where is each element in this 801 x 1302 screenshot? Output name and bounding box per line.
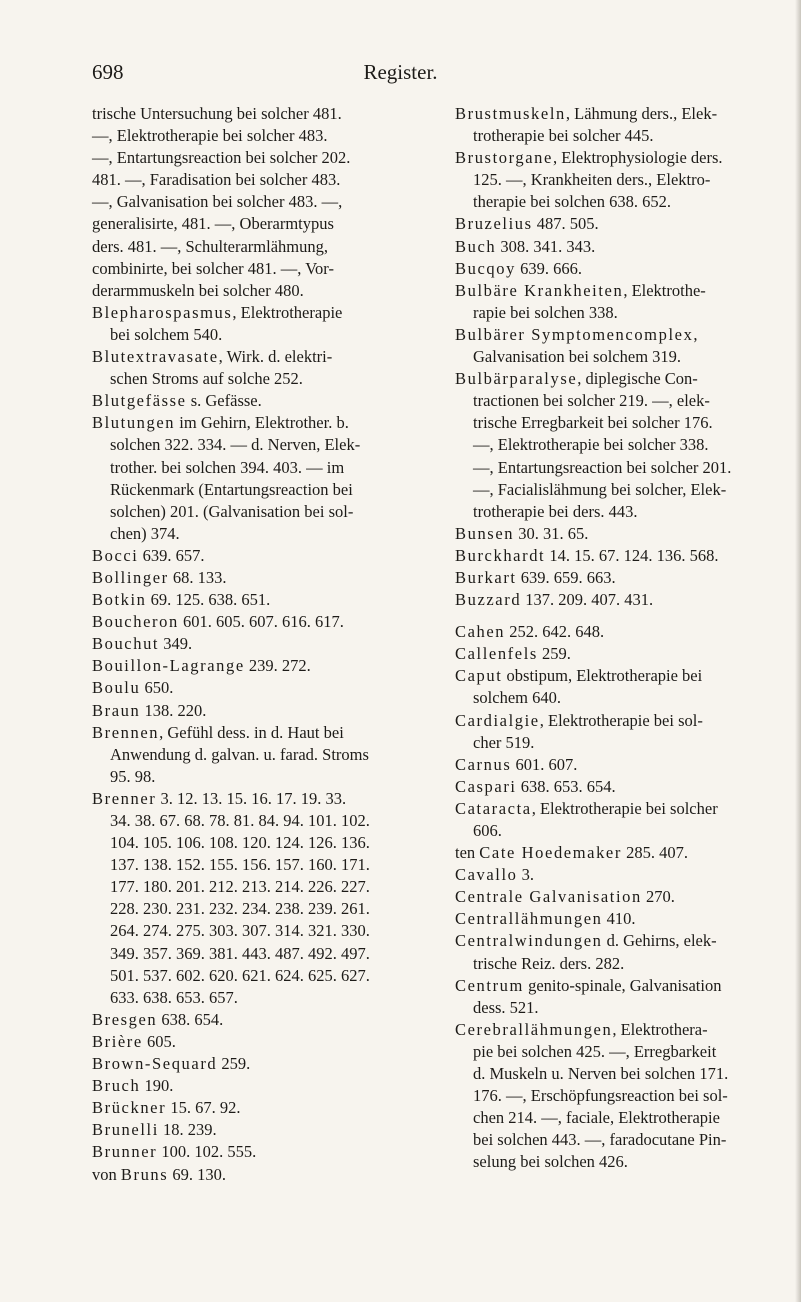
entry-text: , Wirk. d. elektri- <box>218 347 333 367</box>
index-column-left <box>92 103 435 1186</box>
index-entry-continuation <box>455 457 799 479</box>
entry-text: , Lähmung ders., Elek- <box>565 104 718 123</box>
entry-text: , Gefühl dess. in d. Haut bei <box>159 722 344 742</box>
index-column-right <box>455 103 799 1174</box>
entry-headword: Botkin <box>92 590 147 610</box>
index-entry <box>92 677 435 699</box>
index-entry <box>455 710 799 732</box>
entry-headword: Bucqoy <box>455 258 516 278</box>
entry-text: 68. 133. <box>168 567 227 587</box>
index-entry <box>455 324 799 346</box>
entry-text: —, Elektrotherapie bei solcher 483. <box>92 126 328 146</box>
entry-text: trotherapie bei solcher 445. <box>473 126 654 146</box>
index-entry <box>455 213 799 235</box>
entry-text: cher 519. <box>473 732 535 752</box>
index-entry-continuation <box>455 1085 799 1107</box>
entry-headword: Centrallähmungen <box>455 909 603 929</box>
index-entry <box>92 1097 435 1119</box>
entry-headword: Cardialgie <box>455 710 540 730</box>
index-entry <box>92 1009 435 1031</box>
entry-text: , Elektrotherapie bei sol- <box>539 710 703 730</box>
entry-text: , Elektrothera- <box>612 1019 708 1039</box>
entry-headword: Cahen <box>455 622 506 642</box>
index-entry <box>455 523 799 545</box>
entry-text: therapie bei solchen 638. 652. <box>473 192 671 212</box>
index-entry-continuation <box>92 898 435 920</box>
entry-text: trische Reiz. ders. 282. <box>473 953 625 973</box>
entry-headword: Brunner <box>92 1142 158 1162</box>
entry-text: bei solchem 540. <box>110 324 223 344</box>
entry-text: tractionen bei solcher 219. —, elek- <box>473 391 710 411</box>
entry-text: —, Facialislähmung bei solcher, Elek- <box>473 479 727 499</box>
index-entry-continuation <box>455 1129 799 1151</box>
index-entry-continuation <box>455 820 799 842</box>
index-entry <box>455 864 799 886</box>
index-entry <box>92 611 435 633</box>
index-entry <box>455 236 799 258</box>
entry-headword: Bresgen <box>92 1009 158 1029</box>
index-entry <box>455 908 799 930</box>
index-entry <box>92 1075 435 1097</box>
index-entry-continuation <box>455 1107 799 1129</box>
running-title: Register. <box>363 60 438 84</box>
index-entry <box>455 368 799 390</box>
entry-headword: Brown-Sequard <box>92 1054 218 1074</box>
entry-headword: Bulbärparalyse <box>455 369 578 389</box>
entry-text: 349. 357. 369. 381. 443. 487. 492. 497. <box>110 943 370 963</box>
entry-headword: Brückner <box>92 1098 167 1118</box>
index-entry-continuation <box>455 390 799 412</box>
entry-text: trische Erregbarkeit bei solcher 176. <box>473 413 713 433</box>
entry-headword: Blepharospasmus <box>92 302 233 322</box>
index-entry-continuation <box>455 191 799 213</box>
entry-headword: Bouillon-Lagrange <box>92 656 245 676</box>
entry-text: 69. 130. <box>168 1164 227 1184</box>
index-entry <box>92 213 435 235</box>
entry-headword: Blutgefässe <box>92 391 187 411</box>
entry-text: , Elektrotherapie bei solcher <box>531 798 718 818</box>
entry-text: pie bei solchen 425. —, Erregbarkeit <box>473 1041 717 1061</box>
entry-headword: Bocci <box>92 545 139 565</box>
entry-text: 125. —, Krankheiten ders., Elektro- <box>473 170 711 190</box>
entry-text: —, Entartungsreaction bei solcher 201. <box>473 457 732 477</box>
index-entry <box>455 886 799 908</box>
entry-text: 176. —, Erschöpfungsreaction bei sol- <box>473 1086 728 1106</box>
index-entry <box>455 567 799 589</box>
index-entry <box>455 621 799 643</box>
index-entry-continuation <box>455 434 799 456</box>
entry-text: 264. 274. 275. 303. 307. 314. 321. 330. <box>110 921 370 941</box>
entry-text: 639. 666. <box>515 258 582 278</box>
entry-text: d. Muskeln u. Nerven bei solchen 171. <box>473 1064 729 1084</box>
index-entry <box>455 754 799 776</box>
index-entry <box>455 1019 799 1041</box>
entry-text: Rückenmark (Entartungsreaction bei <box>110 479 353 499</box>
index-entry <box>92 302 435 324</box>
entry-text: 601. 605. 607. 616. 617. <box>178 612 344 632</box>
entry-text: von <box>92 1164 121 1184</box>
index-entry-continuation <box>92 368 435 390</box>
entry-text: 18. 239. <box>158 1120 217 1140</box>
entry-text: solchem 640. <box>473 688 561 708</box>
index-entry <box>92 125 435 147</box>
index-entry <box>92 280 435 302</box>
entry-text: —, Entartungsreaction bei solcher 202. <box>92 148 351 168</box>
entry-text: schen Stroms auf solche 252. <box>110 369 303 389</box>
index-entry <box>92 589 435 611</box>
entry-text: 137. 209. 407. 431. <box>521 590 654 610</box>
entry-text: 34. 38. 67. 68. 78. 81. 84. 94. 101. 102. <box>110 811 370 830</box>
entry-text: s. Gefässe. <box>186 391 262 411</box>
entry-text: solchen 322. 334. — d. Nerven, Elek- <box>110 435 361 455</box>
index-entry-continuation <box>455 501 799 523</box>
entry-text: 104. 105. 106. 108. 120. 124. 126. 136. <box>110 833 370 853</box>
entry-text: 285. 407. <box>621 843 688 863</box>
entry-headword: Cavallo <box>455 865 518 885</box>
entry-text: generalisirte, 481. —, Oberarmtypus <box>92 214 334 234</box>
index-entry-continuation <box>455 953 799 975</box>
entry-headword: Braun <box>92 700 141 720</box>
index-entry-continuation <box>455 412 799 434</box>
index-entry <box>92 545 435 567</box>
entry-text: 639. 657. <box>138 545 205 565</box>
entry-text: 349. <box>159 634 193 654</box>
index-entry-continuation <box>92 920 435 942</box>
index-entry <box>92 412 435 434</box>
index-entry-continuation <box>455 687 799 709</box>
entry-headword: Boulu <box>92 678 141 698</box>
entry-text: combinirte, bei solcher 481. —, Vor- <box>92 258 334 278</box>
entry-text: 601. 607. <box>511 754 578 774</box>
entry-headword: Brenner <box>92 788 157 808</box>
index-entry-continuation <box>92 434 435 456</box>
index-entry <box>455 798 799 820</box>
index-entry <box>455 103 799 125</box>
entry-headword: Burkart <box>455 567 517 587</box>
entry-headword: Boucheron <box>92 612 179 632</box>
entry-text: 410. <box>602 909 636 929</box>
index-entry-continuation <box>455 479 799 501</box>
entry-text: 270. <box>641 887 675 907</box>
index-entry <box>92 258 435 280</box>
index-entry <box>455 280 799 302</box>
entry-text: obstipum, Elektrotherapie bei <box>502 666 703 686</box>
entry-text: 100. 102. 555. <box>157 1142 257 1162</box>
entry-headword: Bollinger <box>92 567 169 587</box>
entry-text: trische Untersuchung bei solcher 481. <box>92 104 342 123</box>
index-entry <box>92 1164 435 1186</box>
entry-text: 138. 220. <box>140 700 207 720</box>
entry-text: —, Elektrotherapie bei solcher 338. <box>473 435 709 455</box>
entry-text: bei solchen 443. —, faradocutane Pin- <box>473 1130 727 1150</box>
entry-headword: Cate Hoedemaker <box>479 843 622 863</box>
index-entry <box>92 390 435 412</box>
entry-text: im Gehirn, Elektrother. b. <box>175 413 349 433</box>
entry-text: , Elektrophysiologie ders. <box>552 148 723 168</box>
index-entry-continuation <box>455 1041 799 1063</box>
entry-text: 638. 653. 654. <box>516 776 616 796</box>
index-entry <box>92 191 435 213</box>
entry-headword: Centrale Galvanisation <box>455 887 642 907</box>
index-entry-continuation <box>92 943 435 965</box>
index-entry-continuation <box>455 1151 799 1173</box>
index-entry-continuation <box>455 169 799 191</box>
index-entry <box>92 103 435 125</box>
entry-text: selung bei solchen 426. <box>473 1152 628 1172</box>
entry-text: , Elektrothe- <box>623 280 706 300</box>
entry-text: , <box>693 324 698 344</box>
section-gap <box>455 611 799 621</box>
entry-headword: Carnus <box>455 754 512 774</box>
index-entry-continuation <box>92 766 435 788</box>
entry-text: 259. <box>217 1054 251 1074</box>
entry-headword: Brunelli <box>92 1120 159 1140</box>
entry-text: 605. <box>142 1031 176 1051</box>
entry-text: rapie bei solchen 338. <box>473 302 618 322</box>
entry-headword: Bruns <box>120 1164 169 1184</box>
entry-text: chen) 374. <box>110 523 180 543</box>
entry-text: 69. 125. 638. 651. <box>146 590 271 610</box>
index-entry <box>92 147 435 169</box>
entry-text: Anwendung d. galvan. u. farad. Stroms <box>110 744 369 764</box>
index-entry-continuation <box>92 457 435 479</box>
index-entry <box>92 633 435 655</box>
entry-text: Galvanisation bei solchem 319. <box>473 347 682 367</box>
index-entry <box>455 545 799 567</box>
index-entry-continuation <box>455 997 799 1019</box>
entry-text: 606. <box>473 821 502 840</box>
entry-headword: Bouchut <box>92 634 160 654</box>
entry-headword: Bulbärer Symptomencomplex <box>455 324 694 344</box>
index-entry <box>92 722 435 744</box>
page-edge-shadow <box>795 0 801 1302</box>
index-entry-continuation <box>92 523 435 545</box>
entry-text: 650. <box>140 678 174 698</box>
index-entry <box>455 147 799 169</box>
entry-text: 14. 15. 67. 124. 136. 568. <box>545 545 719 565</box>
index-entry-continuation <box>92 987 435 1009</box>
entry-headword: Buch <box>455 236 497 256</box>
index-entry-continuation <box>455 125 799 147</box>
index-entry <box>92 788 435 810</box>
index-entry-continuation <box>92 876 435 898</box>
entry-headword: Centralwindungen <box>455 931 603 951</box>
entry-text: trother. bei solchen 394. 403. — im <box>110 457 345 477</box>
index-entry <box>92 1053 435 1075</box>
index-entry <box>455 842 799 864</box>
index-entry <box>455 589 799 611</box>
entry-text: trotherapie bei ders. 443. <box>473 501 638 521</box>
entry-headword: Bulbäre Krankheiten <box>455 280 624 300</box>
entry-text: d. Gehirns, elek- <box>602 931 717 951</box>
entry-text: 639. 659. 663. <box>516 567 616 587</box>
entry-headword: Caspari <box>455 776 517 796</box>
index-entry <box>92 655 435 677</box>
index-entry-continuation <box>92 324 435 346</box>
entry-text: 252. 642. 648. <box>505 622 605 642</box>
index-entry-continuation <box>92 832 435 854</box>
index-entry <box>92 169 435 191</box>
index-entry <box>455 975 799 997</box>
entry-headword: Bruzelius <box>455 214 533 234</box>
index-entry-continuation <box>455 1063 799 1085</box>
entry-text: 15. 67. 92. <box>166 1098 241 1118</box>
entry-text: genito-spinale, Galvanisation <box>523 975 722 995</box>
entry-text: solchen) 201. (Galvanisation bei sol- <box>110 501 354 521</box>
entry-text: 228. 230. 231. 232. 234. 238. 239. 261. <box>110 899 370 919</box>
entry-headword: Caput <box>455 666 503 686</box>
index-entry <box>92 700 435 722</box>
index-entry <box>455 258 799 280</box>
index-entry <box>92 346 435 368</box>
index-entry <box>455 665 799 687</box>
entry-headword: Blutextravasate <box>92 347 219 367</box>
entry-headword: Brennen <box>92 722 160 742</box>
page-number: 698 <box>92 60 124 84</box>
entry-text: 487. 505. <box>532 214 599 234</box>
entry-text: 95. 98. <box>110 766 156 786</box>
index-entry <box>92 1031 435 1053</box>
entry-text: , diplegische Con- <box>577 369 698 389</box>
entry-text: 190. <box>140 1076 174 1096</box>
entry-headword: Burckhardt <box>455 545 546 565</box>
index-entry <box>92 567 435 589</box>
entry-headword: Bruch <box>92 1076 141 1096</box>
index-entry-continuation <box>92 810 435 832</box>
entry-headword: Centrum <box>455 975 524 995</box>
entry-text: 177. 180. 201. 212. 213. 214. 226. 227. <box>110 877 370 897</box>
index-entry <box>455 776 799 798</box>
index-entry-continuation <box>455 732 799 754</box>
index-entry-continuation <box>92 744 435 766</box>
entry-headword: Cerebrallähmungen <box>455 1019 613 1039</box>
entry-text: 3. <box>517 865 535 885</box>
index-entry <box>92 236 435 258</box>
entry-headword: Brustmuskeln <box>455 104 566 123</box>
entry-text: 3. 12. 13. 15. 16. 17. 19. 33. <box>156 788 347 808</box>
entry-text: 239. 272. <box>244 656 311 676</box>
entry-text: chen 214. —, faciale, Elektrotherapie <box>473 1108 720 1128</box>
index-entry <box>455 930 799 952</box>
index-entry-continuation <box>92 479 435 501</box>
entry-text: , Elektrotherapie <box>232 302 343 322</box>
entry-text: —, Galvanisation bei solcher 483. —, <box>92 192 343 212</box>
entry-headword: Bunsen <box>455 523 515 543</box>
entry-headword: Brière <box>92 1031 143 1051</box>
index-entry <box>92 1119 435 1141</box>
entry-text: 633. 638. 653. 657. <box>110 987 238 1007</box>
entry-text: 638. 654. <box>157 1009 224 1029</box>
entry-text: 481. —, Faradisation bei solcher 483. <box>92 170 341 190</box>
entry-headword: Buzzard <box>455 590 522 610</box>
entry-text: 30. 31. 65. <box>514 523 589 543</box>
entry-text: ten <box>455 843 480 863</box>
entry-text: ders. 481. —, Schulterarmlähmung, <box>92 236 328 256</box>
entry-headword: Callenfels <box>455 644 538 664</box>
entry-headword: Cataracta <box>455 798 532 818</box>
index-entry-continuation <box>92 854 435 876</box>
entry-headword: Brustorgane <box>455 148 553 168</box>
page-header <box>0 60 801 90</box>
entry-text: 308. 341. 343. <box>496 236 596 256</box>
entry-text: 259. <box>537 644 571 664</box>
entry-text: 137. 138. 152. 155. 156. 157. 160. 171. <box>110 855 370 875</box>
entry-text: dess. 521. <box>473 997 539 1017</box>
index-entry-continuation <box>92 965 435 987</box>
index-entry-continuation <box>92 501 435 523</box>
entry-headword: Blutungen <box>92 413 176 433</box>
index-entry-continuation <box>455 302 799 324</box>
entry-text: 501. 537. 602. 620. 621. 624. 625. 627. <box>110 965 370 985</box>
entry-text: derarmmuskeln bei solcher 480. <box>92 280 304 300</box>
index-entry-continuation <box>455 346 799 368</box>
index-entry <box>92 1141 435 1163</box>
index-entry <box>455 643 799 665</box>
